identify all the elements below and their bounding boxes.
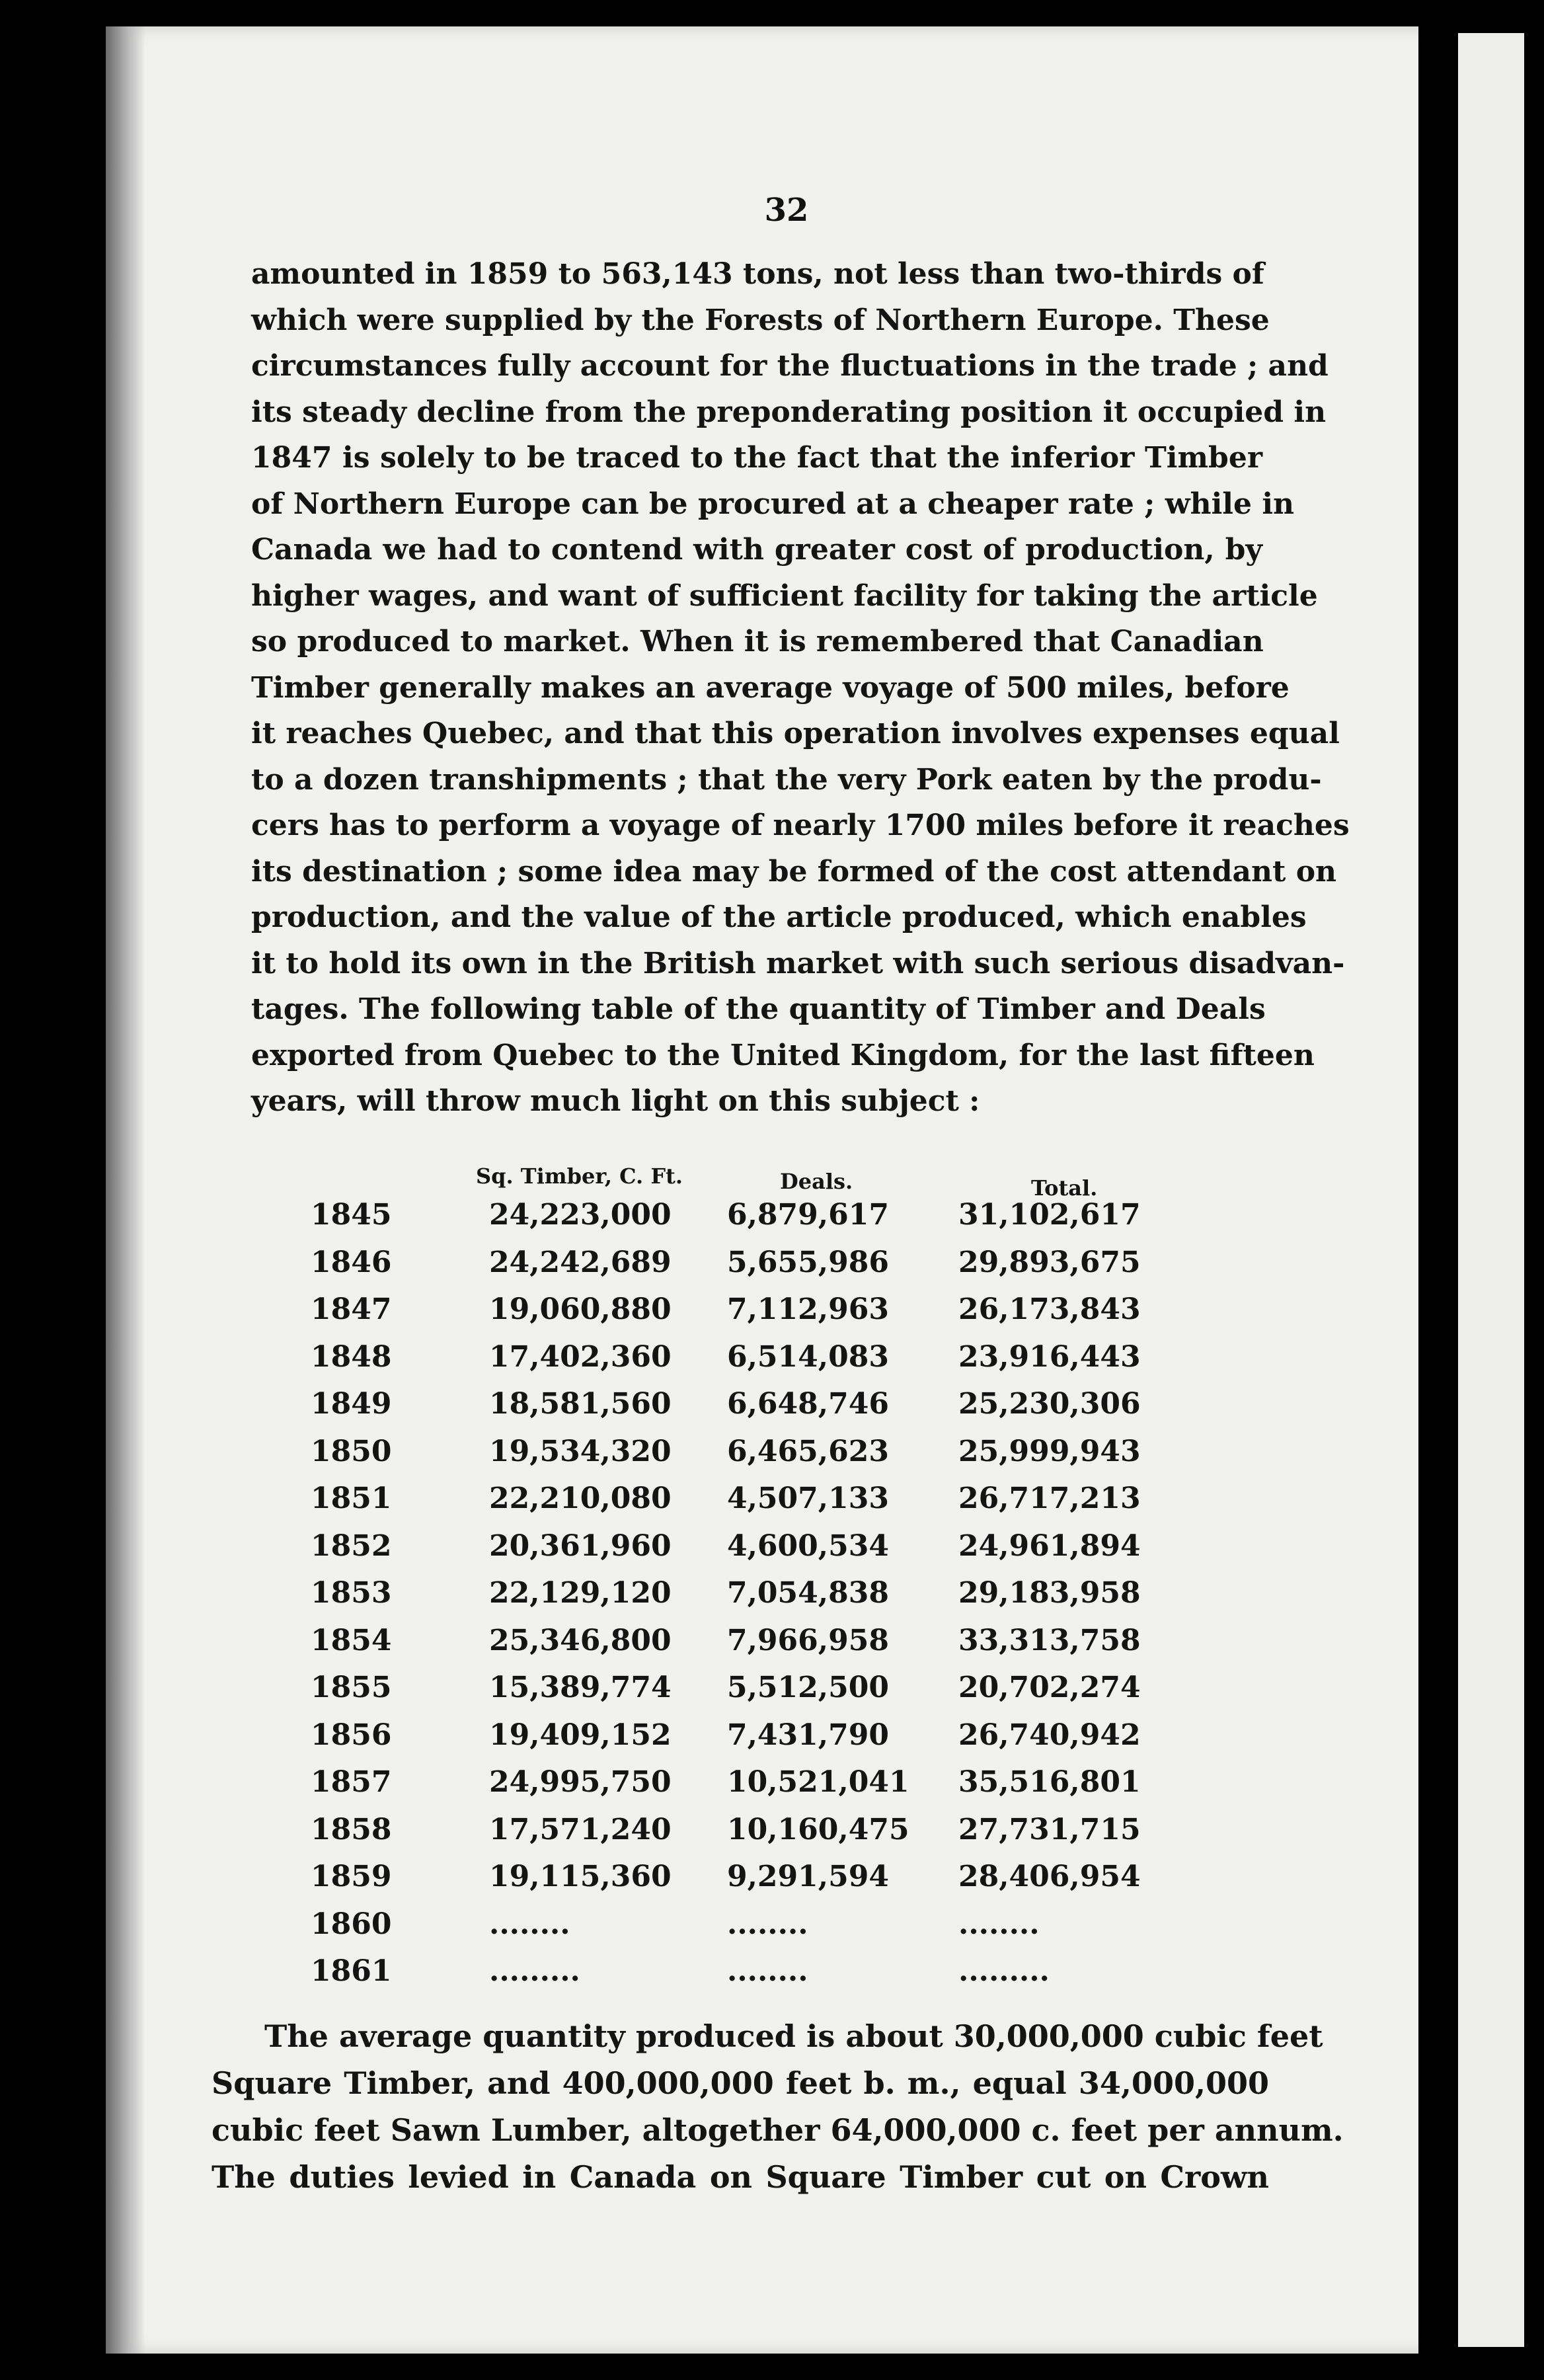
text-line: production, and the value of the article produced, which enables bbox=[251, 900, 1307, 934]
year-cell: 1850 bbox=[311, 1434, 392, 1468]
total-cell: 29,893,675 bbox=[958, 1245, 1141, 1279]
text-line: its destination ; some idea may be formed of the cost attendant on bbox=[251, 854, 1337, 889]
deals-cell: ........ bbox=[727, 1907, 808, 1941]
text-line: which were supplied by the Forests of Northern Europe. These bbox=[251, 303, 1270, 337]
page-number: 32 bbox=[764, 192, 809, 229]
text-line: so produced to market. When it is remembered that Canadian bbox=[251, 625, 1264, 658]
text-line: The average quantity produced is about 30,000,000 cubic feet bbox=[264, 2018, 1323, 2054]
text-line: it reaches Quebec, and that this operation involves expenses equal bbox=[251, 717, 1340, 750]
deals-cell: 7,966,958 bbox=[727, 1623, 889, 1657]
total-cell: 25,230,306 bbox=[958, 1387, 1141, 1421]
total-cell: 35,516,801 bbox=[958, 1765, 1141, 1799]
page-binding-shadow bbox=[106, 26, 145, 2354]
column-header-timber: Sq. Timber, C. Ft. bbox=[476, 1164, 683, 1189]
year-cell: 1854 bbox=[311, 1623, 392, 1657]
timber-cell: 19,060,880 bbox=[489, 1292, 672, 1326]
text-line: 1847 is solely to be traced to the fact that the inferior Timber bbox=[251, 441, 1262, 475]
timber-cell: 17,402,360 bbox=[489, 1339, 672, 1374]
text-line: Timber generally makes an average voyage of 500 miles, before bbox=[251, 670, 1290, 705]
year-cell: 1845 bbox=[311, 1198, 392, 1232]
text-line: The duties levied in Canada on Square Timber cut on Crown bbox=[212, 2159, 1269, 2195]
timber-cell: 24,223,000 bbox=[489, 1198, 672, 1232]
timber-cell: 19,115,360 bbox=[489, 1860, 672, 1893]
text-line: Canada we had to contend with greater cost of production, by bbox=[251, 533, 1262, 567]
table-row bbox=[264, 1435, 1269, 1482]
table-row bbox=[264, 1387, 1269, 1435]
text-line: higher wages, and want of sufficient facility for taking the article bbox=[251, 578, 1318, 613]
table-row bbox=[264, 1198, 1269, 1246]
total-cell: 26,173,843 bbox=[958, 1292, 1141, 1326]
table-row bbox=[264, 1907, 1269, 1955]
timber-cell: 25,346,800 bbox=[489, 1623, 672, 1657]
body-paragraph bbox=[251, 251, 1350, 1125]
text-line: Square Timber, and 400,000,000 feet b. m., equal 34,000,000 bbox=[212, 2065, 1269, 2101]
deals-cell: 9,291,594 bbox=[727, 1860, 889, 1893]
total-cell: 26,740,942 bbox=[958, 1718, 1141, 1752]
text-line: amounted in 1859 to 563,143 tons, not less than two-thirds of bbox=[251, 257, 1264, 291]
year-cell: 1847 bbox=[311, 1292, 392, 1326]
total-cell: 31,102,617 bbox=[958, 1198, 1141, 1232]
year-cell: 1860 bbox=[311, 1907, 392, 1941]
year-cell: 1855 bbox=[311, 1671, 392, 1704]
timber-cell: 22,210,080 bbox=[489, 1482, 672, 1515]
timber-cell: 24,242,689 bbox=[489, 1245, 672, 1279]
text-line: to a dozen transhipments ; that the very Pork eaten by the produ- bbox=[251, 762, 1322, 797]
year-cell: 1848 bbox=[311, 1339, 392, 1374]
text-line: years, will throw much light on this subject : bbox=[251, 1084, 980, 1118]
table-row bbox=[264, 1482, 1269, 1529]
total-cell: 24,961,894 bbox=[958, 1528, 1141, 1563]
deals-cell: 6,648,746 bbox=[727, 1387, 889, 1421]
timber-cell: ........ bbox=[489, 1907, 570, 1941]
year-cell: 1853 bbox=[311, 1576, 392, 1610]
year-cell: 1857 bbox=[311, 1765, 392, 1799]
total-cell: 33,313,758 bbox=[958, 1623, 1141, 1657]
table-row bbox=[264, 1860, 1269, 1907]
deals-cell: 6,514,083 bbox=[727, 1339, 889, 1374]
year-cell: 1856 bbox=[311, 1718, 392, 1752]
timber-cell: 19,409,152 bbox=[489, 1718, 672, 1752]
deals-cell: ........ bbox=[727, 1954, 808, 1988]
year-cell: 1858 bbox=[311, 1812, 392, 1846]
timber-cell: 17,571,240 bbox=[489, 1812, 672, 1846]
deals-cell: 7,112,963 bbox=[727, 1292, 889, 1326]
year-cell: 1846 bbox=[311, 1245, 392, 1279]
year-cell: 1852 bbox=[311, 1528, 392, 1563]
text-line: it to hold its own in the British market with such serious disadvan- bbox=[251, 946, 1345, 980]
timber-cell: 19,534,320 bbox=[489, 1434, 672, 1468]
year-cell: 1849 bbox=[311, 1387, 392, 1421]
timber-cell: 20,361,960 bbox=[489, 1528, 672, 1563]
text-line: cubic feet Sawn Lumber, altogether 64,000,000 c. feet per annum. bbox=[212, 2112, 1344, 2148]
total-cell: 26,717,213 bbox=[958, 1482, 1141, 1515]
timber-cell: ......... bbox=[489, 1954, 580, 1988]
column-header-total: Total. bbox=[1031, 1175, 1098, 1201]
text-line: circumstances fully account for the fluctuations in the trade ; and bbox=[251, 349, 1329, 383]
year-cell: 1851 bbox=[311, 1482, 392, 1515]
text-line: exported from Quebec to the United Kingdom, for the last fifteen bbox=[251, 1038, 1315, 1072]
table-row bbox=[264, 1529, 1269, 1577]
timber-cell: 15,389,774 bbox=[489, 1671, 672, 1704]
year-cell: 1861 bbox=[311, 1954, 392, 1988]
total-cell: 28,406,954 bbox=[958, 1860, 1141, 1893]
text-line: of Northern Europe can be procured at a cheaper rate ; while in bbox=[251, 487, 1295, 521]
total-cell: 29,183,958 bbox=[958, 1576, 1141, 1610]
text-line: cers has to perform a voyage of nearly 1700 miles before it reaches bbox=[251, 809, 1350, 842]
deals-cell: 6,879,617 bbox=[727, 1198, 889, 1232]
table-row bbox=[264, 1813, 1269, 1860]
deals-cell: 10,160,475 bbox=[727, 1812, 909, 1846]
total-cell: 20,702,274 bbox=[958, 1671, 1141, 1704]
table-row bbox=[264, 1765, 1269, 1813]
timber-cell: 24,995,750 bbox=[489, 1765, 672, 1799]
text-line: tages. The following table of the quantity of Timber and Deals bbox=[251, 992, 1266, 1026]
total-cell: ......... bbox=[958, 1954, 1050, 1988]
table-row bbox=[264, 1718, 1269, 1766]
total-cell: ........ bbox=[958, 1907, 1040, 1941]
deals-cell: 10,521,041 bbox=[727, 1765, 909, 1799]
table-row bbox=[264, 1292, 1269, 1340]
deals-cell: 7,054,838 bbox=[727, 1576, 889, 1610]
deals-cell: 7,431,790 bbox=[727, 1718, 889, 1752]
table-row bbox=[264, 1954, 1269, 2002]
timber-cell: 22,129,120 bbox=[489, 1576, 672, 1610]
total-cell: 27,731,715 bbox=[958, 1812, 1141, 1846]
deals-cell: 6,465,623 bbox=[727, 1434, 889, 1468]
table-row bbox=[264, 1340, 1269, 1388]
table-row bbox=[264, 1576, 1269, 1624]
table-row bbox=[264, 1246, 1269, 1293]
table-body bbox=[264, 1198, 1269, 2002]
table-row bbox=[264, 1671, 1269, 1718]
deals-cell: 5,655,986 bbox=[727, 1245, 889, 1279]
total-cell: 25,999,943 bbox=[958, 1434, 1141, 1468]
column-header-deals: Deals. bbox=[780, 1169, 853, 1194]
table-row bbox=[264, 1624, 1269, 1671]
table-header bbox=[264, 1164, 1269, 1201]
year-cell: 1859 bbox=[311, 1860, 392, 1893]
text-line: its steady decline from the preponderating position it occupied in bbox=[251, 395, 1327, 429]
deals-cell: 5,512,500 bbox=[727, 1671, 889, 1704]
timber-cell: 18,581,560 bbox=[489, 1387, 672, 1421]
timber-exports-table bbox=[264, 1164, 1269, 2002]
closing-paragraph bbox=[212, 2013, 1344, 2201]
deals-cell: 4,600,534 bbox=[727, 1528, 889, 1563]
total-cell: 23,916,443 bbox=[958, 1339, 1141, 1374]
deals-cell: 4,507,133 bbox=[727, 1482, 889, 1515]
facing-page-edge bbox=[1458, 33, 1524, 2347]
